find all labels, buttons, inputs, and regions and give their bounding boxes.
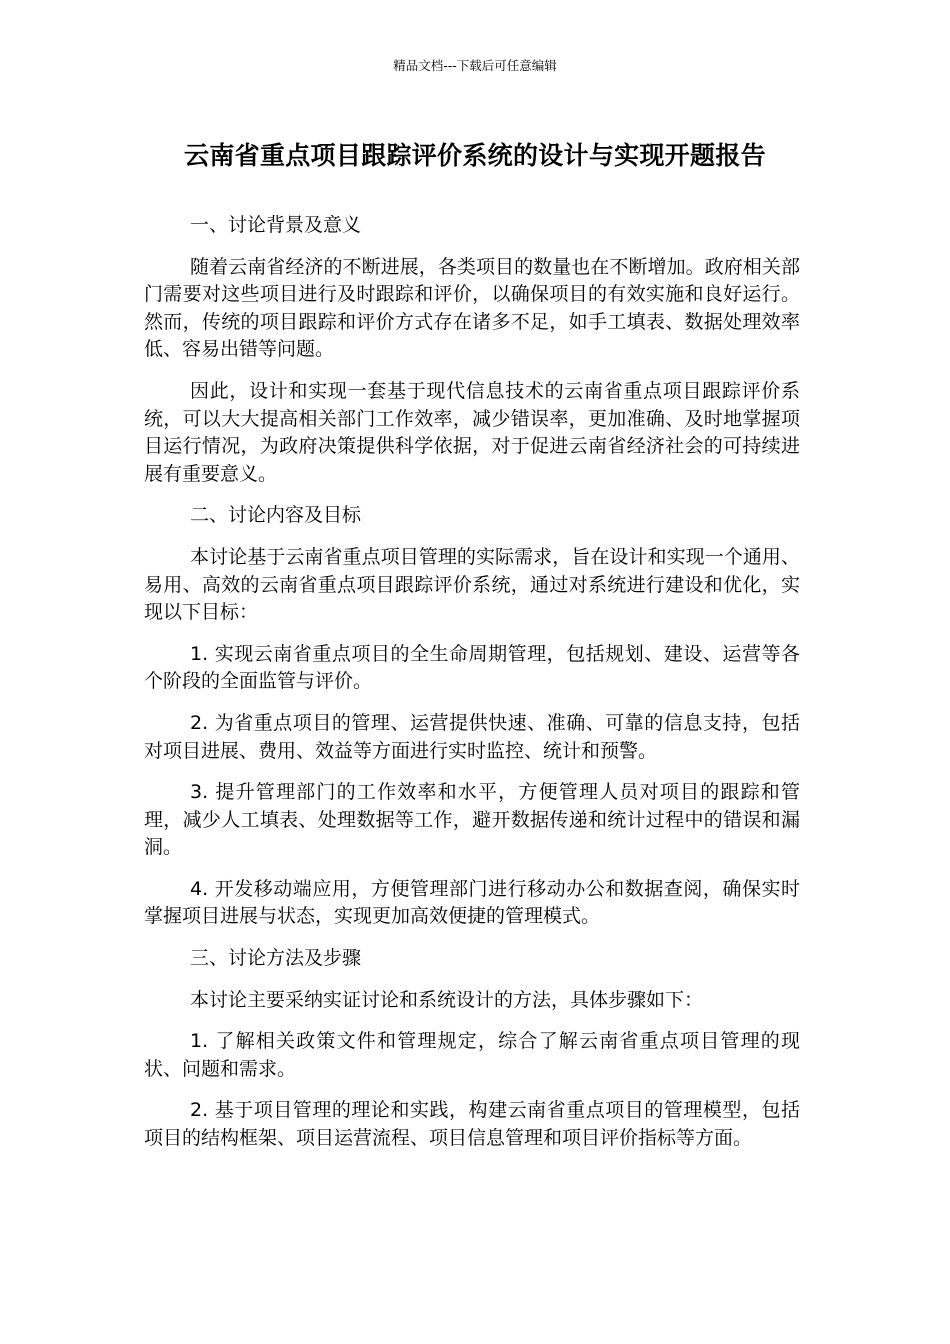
list-item-goal: 3. 提升管理部门的工作效率和水平，方便管理人员对项目的跟踪和管理，减少人工填表、处理数据等工作，避开数据传递和统计过程中的错误和漏洞。 [144, 781, 800, 859]
header-note: 精品文档---下载后可任意编辑 [393, 58, 557, 73]
document-body [144, 212, 800, 1167]
list-item-goal: 2. 为省重点项目的管理、运营提供快速、准确、可靠的信息支持，包括对项目进展、费用、效益等方面进行实时监控、统计和预警。 [144, 711, 800, 762]
paragraph: 随着云南省经济的不断进展，各类项目的数量也在不断增加。政府相关部门需要对这些项目进行及时跟踪和评价，以确保项目的有效实施和良好运行。然而，传统的项目跟踪和评价方式存在诸多不足，如手工填表、数据处理效率低、容易出错等问题。 [144, 255, 800, 361]
section-heading-methods: 三、讨论方法及步骤 [190, 947, 362, 970]
paragraph: 因此，设计和实现一套基于现代信息技术的云南省重点项目跟踪评价系统，可以大大提高相关部门工作效率，减少错误率，更加准确、及时地掌握项目运行情况，为政府决策提供科学依据，对于促进云南省经济社会的可持续进展有重要意义。 [144, 379, 800, 485]
list-item-goal: 1. 实现云南省重点项目的全生命周期管理，包括规划、建设、运营等各个阶段的全面监管与评价。 [144, 642, 800, 693]
list-item-goal: 4. 开发移动端应用，方便管理部门进行移动办公和数据查阅，确保实时掌握项目进展与状态，实现更加高效便捷的管理模式。 [144, 877, 800, 928]
list-item-step: 2. 基于项目管理的理论和实践，构建云南省重点项目的管理模型，包括项目的结构框架、项目运营流程、项目信息管理和项目评价指标等方面。 [144, 1099, 800, 1150]
section-heading-background: 一、讨论背景及意义 [190, 214, 362, 236]
paragraph: 本讨论基于云南省重点项目管理的实际需求，旨在设计和实现一个通用、易用、高效的云南省重点项目跟踪评价系统，通过对系统进行建设和优化，实现以下目标： [144, 545, 800, 624]
paragraph: 本讨论主要采纳实证讨论和系统设计的方法，具体步骤如下： [190, 988, 704, 1011]
list-item-step: 1. 了解相关政策文件和管理规定，综合了解云南省重点项目管理的现状、问题和需求。 [144, 1030, 800, 1080]
section-heading-content-goals: 二、讨论内容及目标 [190, 504, 362, 527]
document-title: 云南省重点项目跟踪评价系统的设计与实现开题报告 [184, 141, 766, 170]
